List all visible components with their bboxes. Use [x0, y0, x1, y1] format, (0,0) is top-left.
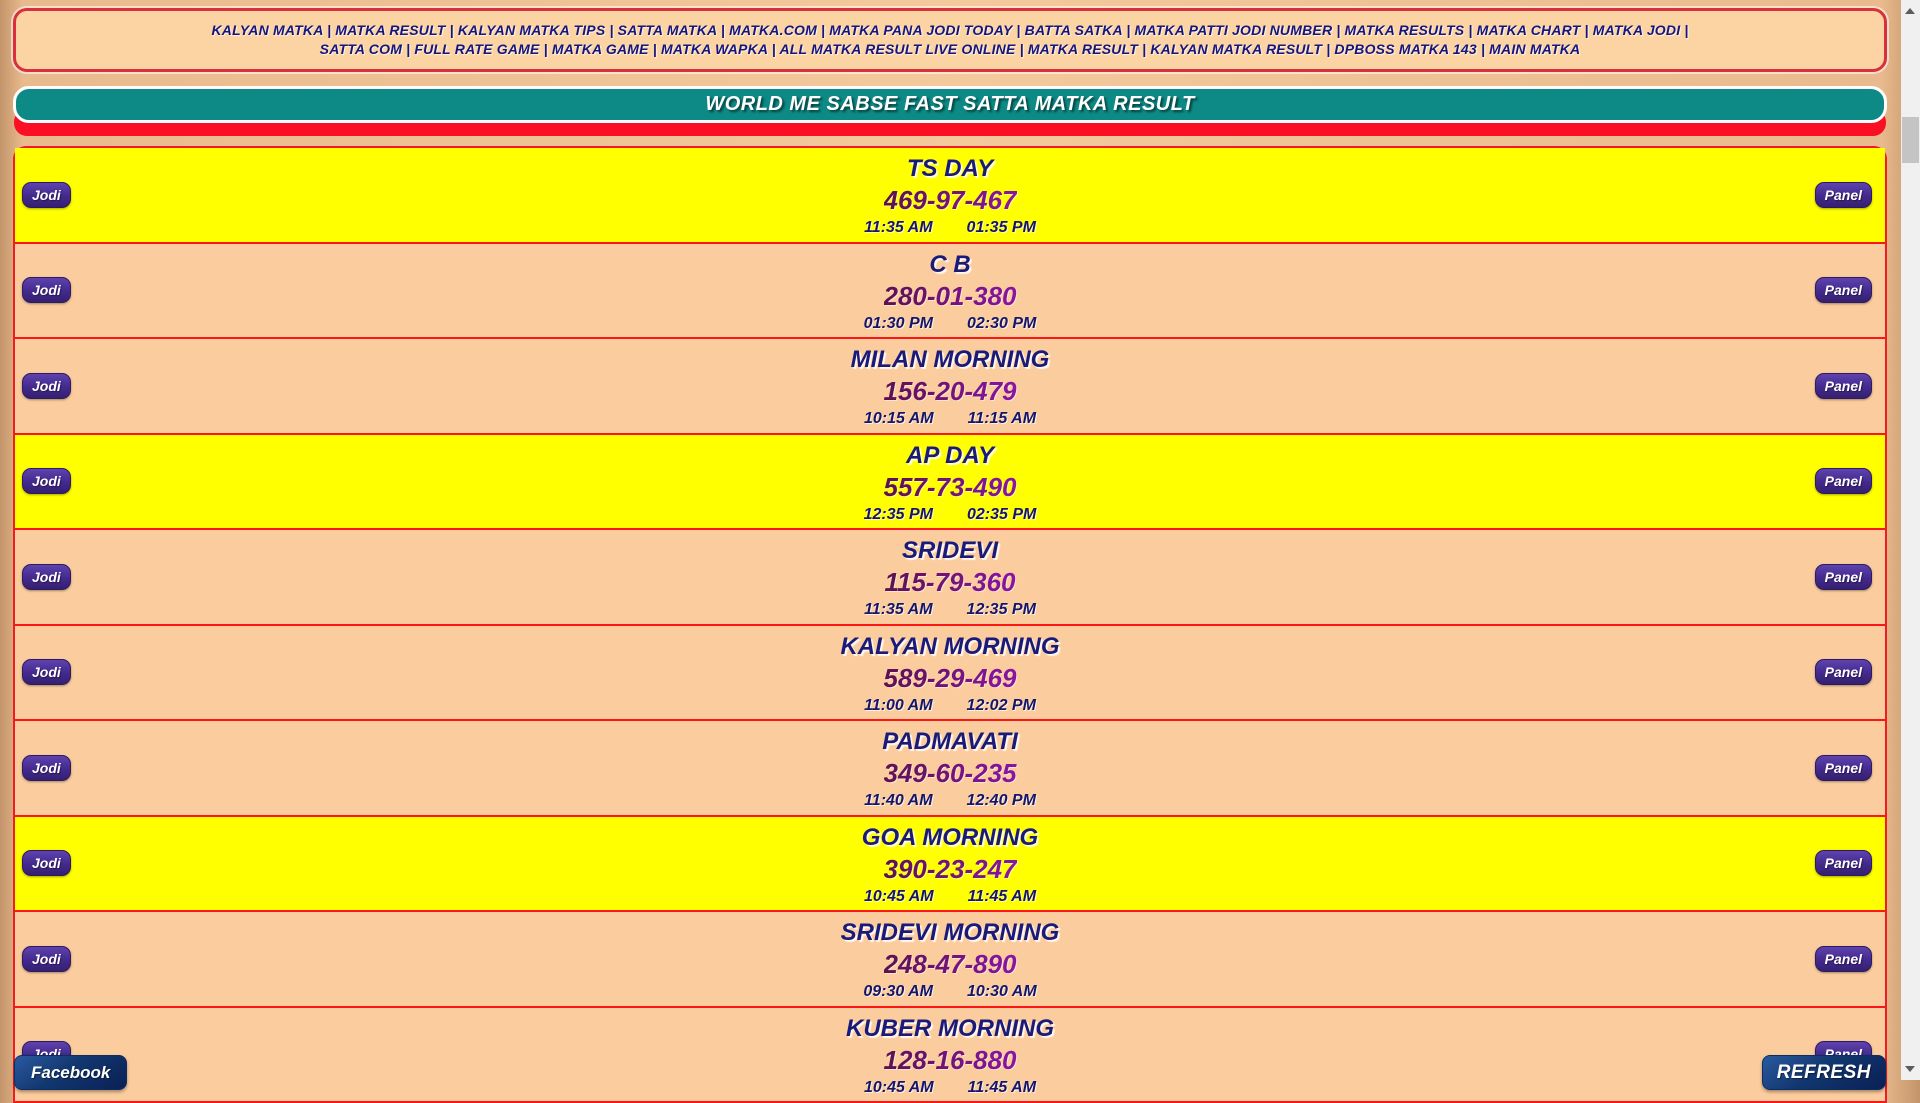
market-times [15, 217, 1885, 238]
market-result [15, 375, 1885, 408]
close-time: 02:30 PM [967, 313, 1036, 334]
jodi-button[interactable]: Jodi [22, 468, 71, 494]
open-time: 11:35 AM [864, 217, 932, 238]
close-time: 12:02 PM [967, 695, 1036, 716]
close-time: 12:35 PM [967, 599, 1036, 620]
close-time: 12:40 PM [967, 790, 1036, 811]
panel-button[interactable]: Panel [1815, 755, 1872, 781]
jodi-button[interactable]: Jodi [22, 659, 71, 685]
result-row [15, 626, 1885, 722]
result-number: 128-16-880 [884, 1044, 1017, 1077]
result-number: 349-60-235 [884, 757, 1017, 790]
jodi-button[interactable]: Jodi [22, 373, 71, 399]
market-result [15, 184, 1885, 217]
open-time: 12:35 PM [864, 504, 933, 525]
market-name: TS DAY [15, 154, 1885, 184]
jodi-button[interactable]: Jodi [22, 564, 71, 590]
open-time: 01:30 PM [864, 313, 933, 334]
scroll-down-icon[interactable] [1901, 1059, 1920, 1078]
banner [13, 86, 1887, 136]
result-row [15, 244, 1885, 340]
jodi-button[interactable]: Jodi [22, 277, 71, 303]
close-time: 01:35 PM [967, 217, 1036, 238]
market-name: GOA MORNING [15, 823, 1885, 853]
scrollbar[interactable] [1901, 0, 1920, 1080]
panel-button[interactable]: Panel [1815, 373, 1872, 399]
open-time: 11:00 AM [864, 695, 932, 716]
jodi-button[interactable]: Jodi [22, 755, 71, 781]
header-links-line1[interactable]: KALYAN MATKA | MATKA RESULT | KALYAN MATKA TIPS | SATTA MATKA | MATKA.COM | MATKA PANA JODI TODAY | BATTA SATKA | MATKA PATTI JODI NUMBER | MATKA RESULTS | MATKA CHART | MATKA JODI | [16, 21, 1884, 40]
panel-button[interactable]: Panel [1815, 182, 1872, 208]
open-time: 10:45 AM [864, 1077, 934, 1098]
market-name: AP DAY [15, 441, 1885, 471]
market-result [15, 566, 1885, 599]
result-number: 248-47-890 [884, 948, 1017, 981]
market-result [15, 757, 1885, 790]
market-times [15, 504, 1885, 525]
market-result [15, 280, 1885, 313]
market-name: SRIDEVI MORNING [15, 918, 1885, 948]
market-times [15, 313, 1885, 334]
panel-button[interactable]: Panel [1815, 564, 1872, 590]
result-row [15, 339, 1885, 435]
facebook-button[interactable]: Facebook [14, 1055, 127, 1090]
market-name: KALYAN MORNING [15, 632, 1885, 662]
market-result [15, 1044, 1885, 1077]
market-times [15, 599, 1885, 620]
market-times [15, 790, 1885, 811]
scroll-up-icon[interactable] [1901, 2, 1920, 21]
market-name: MILAN MORNING [15, 345, 1885, 375]
results-list [13, 146, 1887, 1103]
market-name: KUBER MORNING [15, 1014, 1885, 1044]
result-row [15, 148, 1885, 244]
market-times [15, 408, 1885, 429]
jodi-button[interactable]: Jodi [22, 850, 71, 876]
panel-button[interactable]: Panel [1815, 659, 1872, 685]
result-number: 390-23-247 [884, 853, 1017, 886]
close-time: 10:30 AM [967, 981, 1037, 1002]
jodi-button[interactable]: Jodi [22, 946, 71, 972]
open-time: 11:35 AM [864, 599, 932, 620]
close-time: 11:15 AM [968, 408, 1036, 429]
banner-title-bar [13, 86, 1887, 123]
result-number: 280-01-380 [884, 280, 1017, 313]
panel-button[interactable]: Panel [1815, 468, 1872, 494]
open-time: 10:15 AM [864, 408, 934, 429]
banner-title: WORLD ME SABSE FAST SATTA MATKA RESULT [705, 93, 1194, 116]
market-result [15, 853, 1885, 886]
market-times [15, 1077, 1885, 1098]
close-time: 11:45 AM [968, 1077, 1036, 1098]
market-times [15, 695, 1885, 716]
open-time: 10:45 AM [864, 886, 934, 907]
result-row [15, 1008, 1885, 1103]
jodi-button[interactable]: Jodi [22, 182, 71, 208]
result-row [15, 435, 1885, 531]
result-number: 156-20-479 [884, 375, 1017, 408]
panel-button[interactable]: Panel [1815, 946, 1872, 972]
close-time: 11:45 AM [968, 886, 1036, 907]
close-time: 02:35 PM [967, 504, 1036, 525]
refresh-button[interactable]: REFRESH [1762, 1055, 1886, 1090]
header-links-box [13, 8, 1887, 72]
market-name: PADMAVATI [15, 727, 1885, 757]
market-result [15, 948, 1885, 981]
open-time: 09:30 AM [863, 981, 933, 1002]
result-row [15, 817, 1885, 913]
panel-button[interactable]: Panel [1815, 850, 1872, 876]
result-row [15, 530, 1885, 626]
scrollbar-thumb[interactable] [1902, 117, 1919, 163]
result-number: 557-73-490 [884, 471, 1017, 504]
open-time: 11:40 AM [864, 790, 932, 811]
result-row [15, 912, 1885, 1008]
market-times [15, 886, 1885, 907]
result-number: 589-29-469 [884, 662, 1017, 695]
market-name: SRIDEVI [15, 536, 1885, 566]
header-links-line2[interactable]: SATTA COM | FULL RATE GAME | MATKA GAME | MATKA WAPKA | ALL MATKA RESULT LIVE ONLINE | MATKA RESULT | KALYAN MATKA RESULT | DPBOSS MATKA 143 | MAIN MATKA [16, 40, 1884, 59]
market-times [15, 981, 1885, 1002]
market-name: C B [15, 250, 1885, 280]
panel-button[interactable]: Panel [1815, 277, 1872, 303]
result-number: 115-79-360 [884, 566, 1015, 599]
result-number: 469-97-467 [884, 184, 1017, 217]
market-result [15, 471, 1885, 504]
result-row [15, 721, 1885, 817]
market-result [15, 662, 1885, 695]
